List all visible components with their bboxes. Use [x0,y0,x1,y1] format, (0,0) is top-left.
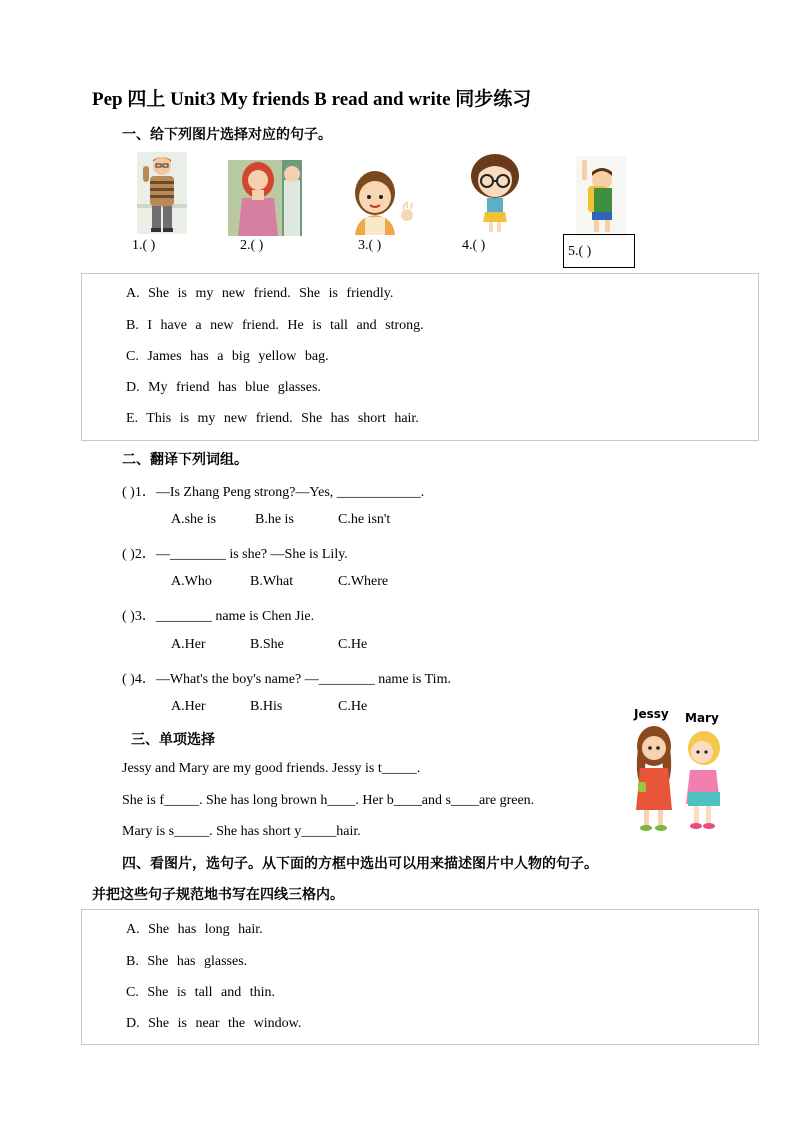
question-2-choice-c: C.Where [338,574,389,589]
question-1-choice-b: B.he is [255,512,294,527]
desc-option-a: A. She has long hair. [126,922,263,937]
jessy-and-mary-icon [626,722,728,836]
boy-short-hair-icon [345,165,417,235]
option-c: C. James has a big yellow bag. [126,349,329,364]
mary-label: Mary [685,711,719,725]
picture-2-label: 2.( ) [240,238,264,253]
picture-1-label: 1.( ) [132,238,156,253]
question-1-stem: ( )1．—Is Zhang Peng strong?—Yes, ____________. [122,485,425,500]
boy-striped-sweater-icon [137,152,187,234]
question-1-choice-a: A.she is [171,512,217,527]
passage-line-2: She is f_____. She has long brown h____. Her b____and s____are green. [122,793,535,808]
passage-line-1: Jessy and Mary are my good friends. Jessy is t_____. [122,761,421,776]
question-3-choice-c: C.He [338,637,368,652]
option-e: E. This is my new friend. She has short hair. [126,411,419,426]
boy-yellow-backpack-icon [576,156,626,236]
picture-5-label: 5.( ) [568,244,592,259]
passage-line-3: Mary is s_____. She has short y_____hair. [122,824,361,839]
girl-pink-dress-icon [228,160,302,236]
picture-3-label: 3.( ) [358,238,382,253]
desc-option-b: B. She has glasses. [126,954,248,969]
question-2-stem: ( )2．—________ is she? —She is Lily. [122,547,348,562]
question-2-choice-b: B.What [250,574,294,589]
desc-option-c: C. She is tall and thin. [126,985,276,1000]
question-2-choice-a: A.Who [171,574,212,589]
section-4-heading-line-1: 四、看图片，选句子。从下面的方框中选出可以用来描述图片中人物的句子。 [122,857,598,872]
question-3-stem: ( )3．________ name is Chen Jie. [122,609,315,624]
option-d: D. My friend has blue glasses. [126,380,321,395]
question-4-choice-c: C.He [338,699,368,714]
question-3-choice-b: B.She [250,637,284,652]
section-3-heading: 三、单项选择 [131,733,215,748]
option-b: B. I have a new friend. He is tall and strong. [126,318,424,333]
question-4-stem: ( )4．—What's the boy's name? —________ name is Tim. [122,672,451,687]
desc-option-d: D. She is near the window. [126,1016,302,1031]
question-4-choice-b: B.His [250,699,283,714]
section-4-heading-line-2: 并把这些句子规范地书写在四线三格内。 [92,888,344,903]
picture-5-answer-box[interactable] [563,234,635,268]
girl-glasses-icon [467,154,523,234]
jessy-label: Jessy [634,707,669,721]
section-2-heading: 二、翻译下列词组。 [122,453,248,468]
option-a: A. She is my new friend. She is friendly. [126,286,394,301]
picture-4-label: 4.( ) [462,238,486,253]
question-3-choice-a: A.Her [171,637,206,652]
question-1-choice-c: C.he isn't [338,512,391,527]
question-4-choice-a: A.Her [171,699,206,714]
page-title: Pep 四上 Unit3 My friends B read and write 同步练习 [92,89,532,110]
section-1-heading: 一、给下列图片选择对应的句子。 [122,128,332,143]
